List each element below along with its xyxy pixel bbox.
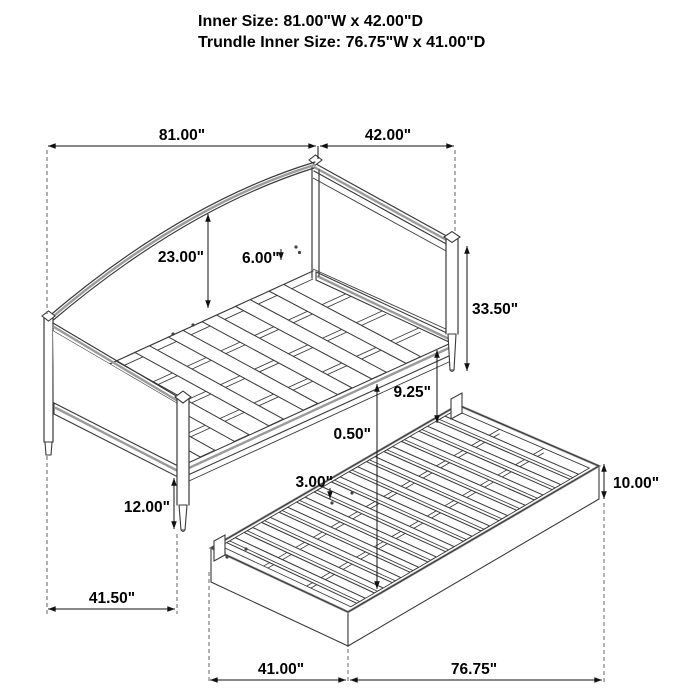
dim-label-headboard-gap: 6.00" [242,250,280,267]
header-trundle-inner-size: Trundle Inner Size: 76.75"W x 41.00"D [198,34,486,51]
dim-label-slat-thickness: 3.00" [295,474,333,491]
dim-label-trundle-width: 76.75" [450,661,498,678]
trundle-corner-block [451,393,462,419]
dim-label-overall-depth: 42.00" [364,127,412,144]
dim-label-trundle-depth: 41.00" [257,661,305,678]
header-inner-size: Inner Size: 81.00"W x 42.00"D [198,13,424,30]
dim-label-leg-height: 12.00" [123,499,170,516]
title-block [198,13,485,51]
dim-label-clearance: 9.25" [393,384,431,401]
dim-label-back-height: 23.00" [157,249,204,266]
dim-label-trundle-gap: 0.50" [333,426,371,443]
dim-label-overall-width: 81.00" [158,127,206,144]
dim-label-post-height: 33.50" [472,301,519,318]
dim-label-footboard-width: 41.50" [88,590,136,607]
dim-label-trundle-height: 10.00" [613,475,660,492]
